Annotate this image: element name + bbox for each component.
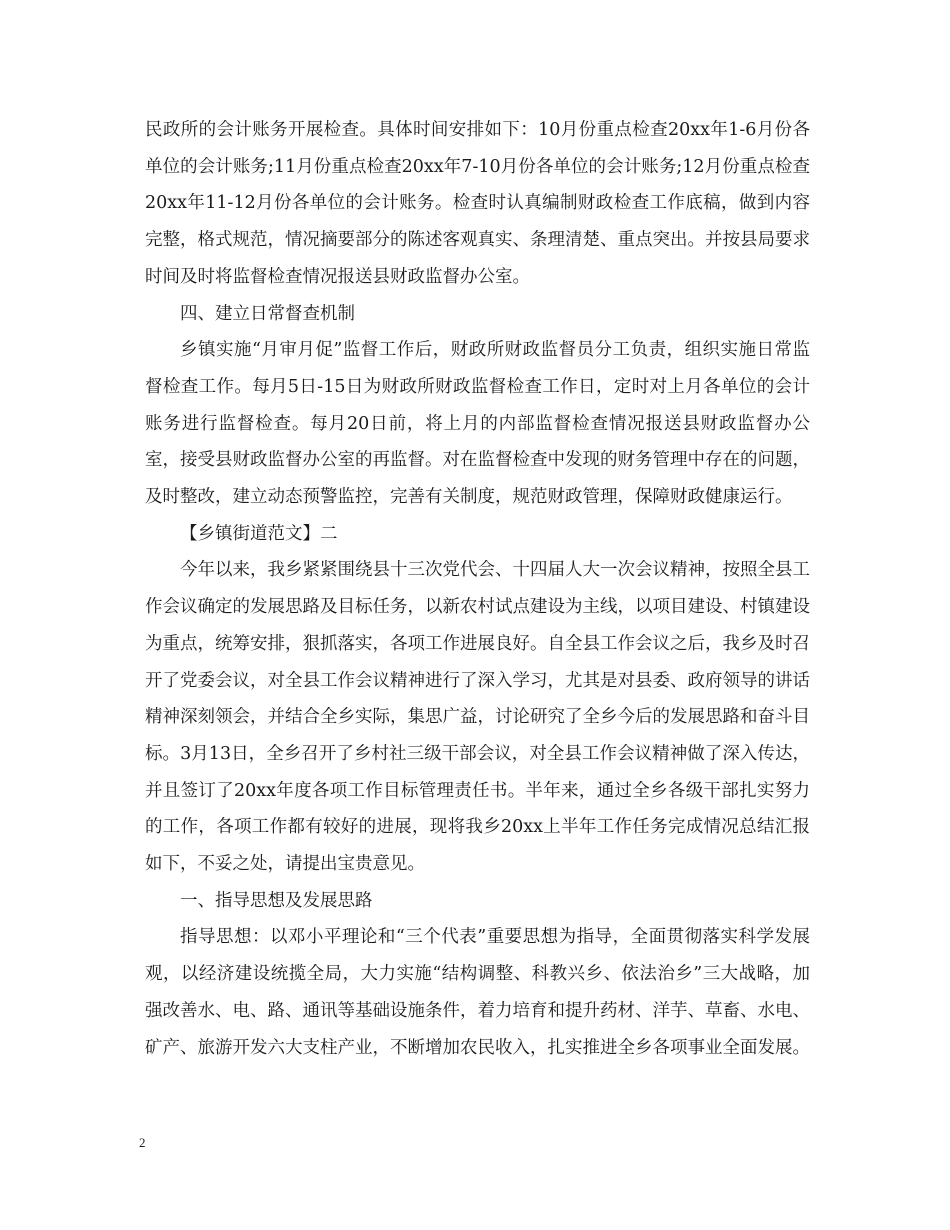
sample-title-2: 【乡镇街道范文】二 bbox=[180, 523, 338, 544]
paragraph-guiding-thought: 指导思想：以邓小平理论和“三个代表”重要思想为指导，全面贯彻落实科学发展观，以经济建设统揽全局，大力实施“结构调整、科教兴乡、依法治乡”三大战略，加强改善水、电、路、通讯等基础设施条件，着力培育和提升药材、洋芋、草畜、水电、矿产、旅游开发六大支柱产业，不断增加农民收入，扎实推进全乡各项事业全面发展。 bbox=[145, 927, 810, 1058]
section-heading-1: 一、指导思想及发展思路 bbox=[180, 890, 373, 911]
section-heading-4: 四、建立日常督查机制 bbox=[180, 303, 355, 324]
page-number: 2 bbox=[139, 1135, 146, 1150]
paragraph-intro: 今年以来，我乡紧紧围绕县十三次党代会、十四届人大一次会议精神，按照全县工作会议确定的发展思路及目标任务，以新农村试点建设为主线，以项目建设、村镇建设为重点，统筹安排，狠抓落实，各项工作进展良好。自全县工作会议之后，我乡及时召开了党委会议，对全县工作会议精神进行了深入学习，尤其是对县委、政府领导的讲话精神深刻领会，并结合全乡实际，集思广益，讨论研究了全乡今后的发展思路和奋斗目标。3月13日，全乡召开了乡村社三级干部会议，对全县工作会议精神做了深入传达，并且签订了20xx年度各项工作目标管理责任书。半年来，通过全乡各级干部扎实努力的工作，各项工作都有较好的进展，现将我乡20xx上半年工作任务完成情况总结汇报如下，不妥之处，请提出宝贵意见。 bbox=[145, 560, 810, 875]
paragraph-continued: 民政所的会计账务开展检查。具体时间安排如下：10月份重点检查20xx年1-6月份各单位的会计账务;11月份重点检查20xx年7-10月份各单位的会计账务;12月份重点检查20xx年11-12月份各单位的会计账务。检查时认真编制财政检查工作底稿，做到内容完整，格式规范，情况摘要部分的陈述客观真实、条理清楚、重点突出。并按县局要求时间及时将监督检查情况报送县财政监督办公室。 bbox=[145, 120, 810, 287]
paragraph-supervision: 乡镇实施“月审月促”监督工作后，财政所财政监督员分工负责，组织实施日常监督检查工作。每月5日-15日为财政所财政监督检查工作日，定时对上月各单位的会计账务进行监督检查。每月20日前，将上月的内部监督检查情况报送县财政监督办公室，接受县财政监督办公室的再监督。对在监督检查中发现的财务管理中存在的问题，及时整改，建立动态预警监控，完善有关制度，规范财政管理，保障财政健康运行。 bbox=[145, 340, 810, 508]
document-body bbox=[145, 112, 810, 1066]
